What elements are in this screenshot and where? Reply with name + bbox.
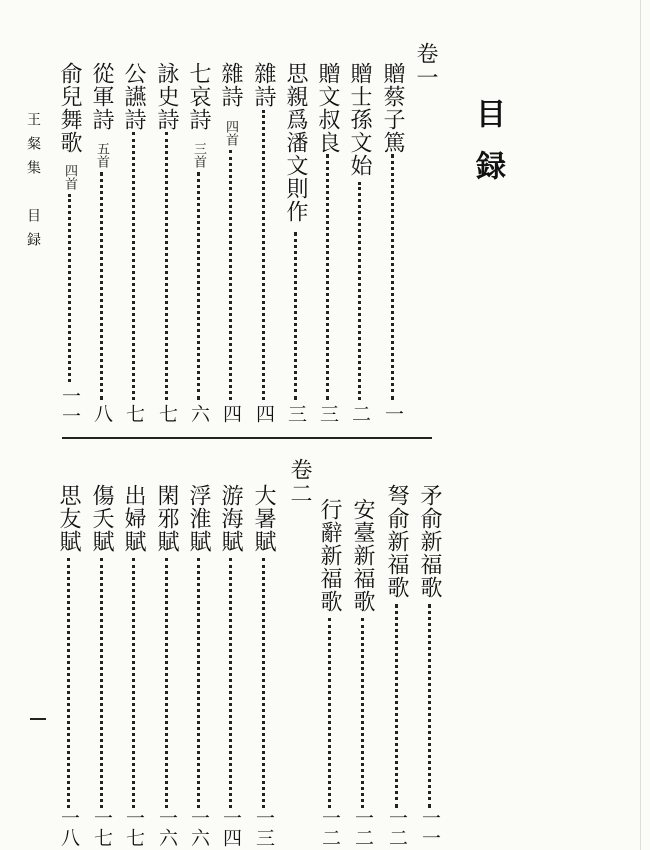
page-edge: [640, 0, 641, 850]
page-number: 一四: [220, 808, 242, 848]
dot-leader: [68, 194, 71, 382]
page-number: 一七: [91, 808, 113, 848]
dot-leader: [67, 558, 70, 808]
page-number: 四: [220, 404, 242, 424]
dot-leader: [229, 150, 232, 400]
entry-count: 三首: [191, 142, 206, 168]
page-number: 一一: [59, 386, 81, 426]
entry-count: 四首: [223, 120, 238, 146]
dot-leader: [395, 604, 398, 808]
dot-leader: [229, 558, 232, 808]
dot-leader: [294, 232, 297, 400]
entry-title: 傷夭賦: [89, 484, 114, 553]
entry-title: 安臺新福歌: [350, 498, 375, 613]
entry-title: 贈蔡子篤: [380, 62, 405, 154]
entry-title: 弩俞新福歌: [384, 484, 409, 599]
volume-label: 卷一: [413, 42, 438, 90]
page-title: 目録: [470, 98, 505, 202]
page-number: 一二: [352, 808, 374, 848]
page-number: 一六: [156, 808, 178, 848]
dot-leader: [197, 558, 200, 808]
folio-mark: [30, 718, 46, 720]
page-number: 七: [123, 404, 145, 424]
entry-title: 游海賦: [218, 484, 243, 553]
volume-label: 卷二: [287, 458, 312, 506]
dot-leader: [197, 172, 200, 400]
entry-title: 思友賦: [56, 484, 81, 553]
entry-title: 思親爲潘文則作: [283, 62, 308, 223]
page-number: 三: [285, 404, 307, 424]
dot-leader: [165, 132, 168, 400]
entry-title: 出婦賦: [121, 484, 146, 553]
entry-title: 閑邪賦: [154, 484, 179, 553]
dot-leader: [100, 172, 103, 400]
dot-leader: [262, 110, 265, 400]
entry-title: 大暑賦: [251, 484, 276, 553]
dot-leader: [262, 558, 265, 808]
page-number: 八: [91, 404, 113, 424]
dot-leader: [361, 618, 364, 808]
page-number: 一三: [253, 808, 275, 848]
page-number: 一六: [188, 808, 210, 848]
entry-title: 行辭新福歌: [317, 498, 342, 613]
entry-title: 詠史詩: [154, 62, 179, 131]
spine-text: 王粲集 目録: [25, 112, 41, 256]
dot-leader: [428, 604, 431, 808]
page-number: 一七: [123, 808, 145, 848]
entry-title: 贈文叔良: [315, 62, 340, 154]
page-number: 一二: [319, 808, 341, 848]
entry-title: 俞兒舞歌: [57, 62, 82, 154]
dot-leader: [358, 182, 361, 400]
page-number: 三: [317, 404, 339, 424]
entry-title: 公讌詩: [121, 62, 146, 131]
dot-leader: [132, 558, 135, 808]
dot-leader: [165, 558, 168, 808]
dot-leader: [328, 618, 331, 808]
page-number: 六: [188, 404, 210, 424]
entry-title: 七哀詩: [186, 62, 211, 131]
page-number: 二: [349, 404, 371, 424]
page-number: 一八: [58, 808, 80, 848]
entry-title: 贈士孫文始: [347, 62, 372, 177]
entry-title: 從軍詩: [89, 62, 114, 131]
dot-leader: [391, 154, 394, 400]
page-number: 一二: [386, 808, 408, 848]
section-divider: [62, 437, 432, 439]
page-number: 四: [253, 404, 275, 424]
page-number: 一一: [419, 808, 441, 848]
entry-count: 五首: [94, 142, 109, 168]
entry-title: 浮淮賦: [186, 484, 211, 553]
entry-title: 雜詩: [218, 62, 243, 108]
page-number: 七: [156, 404, 178, 424]
dot-leader: [326, 154, 329, 400]
dot-leader: [132, 132, 135, 400]
entry-count: 四首: [62, 164, 77, 190]
dot-leader: [100, 558, 103, 808]
entry-title: 矛俞新福歌: [417, 484, 442, 599]
page-number: 一: [382, 404, 404, 424]
entry-title: 雜詩: [251, 62, 276, 108]
